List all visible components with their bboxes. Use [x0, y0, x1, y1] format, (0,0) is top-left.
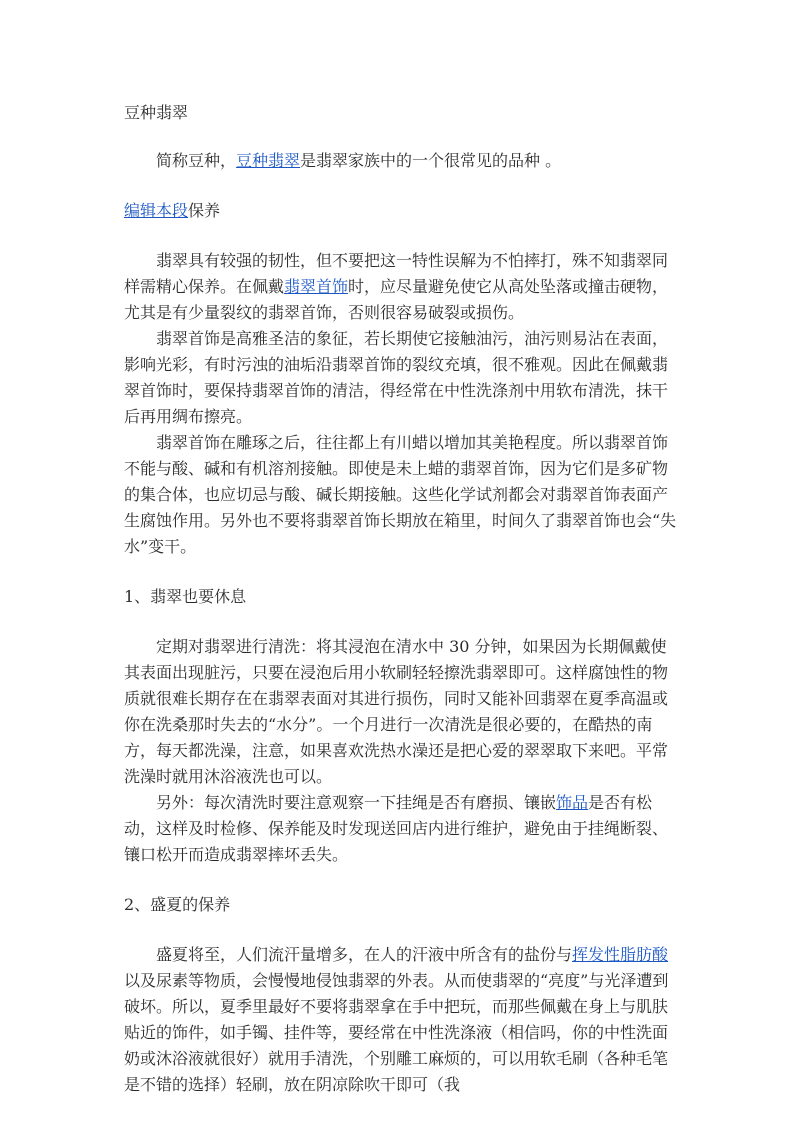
p5-text-after: 是否有松动，这样及时检修、保养能及时发现送回店内进行维护，避免由于挂绳断裂、镶口松开而造成翡翠摔坏丢失。	[124, 793, 669, 864]
paragraph-toughness	[124, 248, 680, 326]
intro-paragraph	[124, 148, 680, 174]
maintenance-heading-text: 保养	[188, 201, 221, 220]
paragraph-summer-care	[124, 942, 680, 1098]
p6-text-before: 盛夏将至，人们流汗量增多，在人的汗液中所含有的盐份与	[156, 945, 573, 964]
intro-text-before: 简称豆种，	[156, 151, 237, 170]
feicui-jewelry-link[interactable]: 翡翠首饰	[284, 277, 349, 296]
section1-heading: 1、翡翠也要休息	[124, 587, 247, 606]
p1-text-before: 翡翠具有较强的韧性，但不要把这一特性误解为不怕摔打，殊不知翡翠同样需精心保养。在佩戴	[124, 251, 669, 296]
section2-heading: 2、盛夏的保养	[124, 895, 231, 914]
paragraph-regular-cleaning: 定期对翡翠进行清洗：将其浸泡在清水中 30 分钟，如果因为长期佩戴使其表面出现脏污，只要在浸泡后用小软刷轻轻擦洗翡翠即可。这样腐蚀性的物质就很难长期存在在翡翠表面对其进行损伤，同时又能补回翡翠在夏季高温或你在洗桑那时失去的“水分”。一个月进行一次清洗是很必要的，在酷热的南方，每天都洗澡，注意，如果喜欢洗热水澡还是把心爱的翠翠取下来吧。平常洗澡时就用沐浴液洗也可以。	[124, 637, 669, 786]
p5-text-before: 另外：每次清洗时要注意观察一下挂绳是否有磨损、镶嵌	[156, 793, 557, 812]
volatile-fatty-acid-link[interactable]: 挥发性脂肪酸	[572, 945, 669, 964]
maintenance-heading	[124, 198, 680, 224]
paragraph-cleanliness: 翡翠首饰是高雅圣洁的象征，若长期使它接触油污，油污则易沾在表面，影响光彩，有时污浊的油垢沿翡翠首饰的裂纹充填，很不雅观。因此在佩戴翡翠首饰时，要保持翡翠首饰的清洁，得经常在中性洗涤剂中用软布清洗，抹干后再用绸布擦亮。	[124, 329, 669, 426]
edit-section-link[interactable]: 编辑本段	[124, 201, 189, 220]
p1-text-after: 时，应尽量避免使它从高处坠落或撞击硬物，尤其是有少量裂纹的翡翠首饰，否则很容易破裂或损伤。	[124, 277, 669, 322]
article-title: 豆种翡翠	[124, 103, 189, 122]
paragraph-wax: 翡翠首饰在雕琢之后，往往都上有川蜡以增加其美艳程度。所以翡翠首饰不能与酸、碱和有机溶剂接触。即使是未上蜡的翡翠首饰，因为它们是多矿物的集合体，也应切忌与酸、碱长期接触。这些化学试剂都会对翡翠首饰表面产生腐蚀作用。另外也不要将翡翠首饰长期放在箱里，时间久了翡翠首饰也会“失水”变干。	[124, 433, 677, 556]
jewelry-link[interactable]: 饰品	[556, 793, 589, 812]
paragraph-inspection	[124, 790, 680, 868]
article-body	[124, 100, 680, 1098]
douzhong-feicui-link[interactable]: 豆种翡翠	[236, 151, 301, 170]
p6-text-after: 以及尿素等物质，会慢慢地侵蚀翡翠的外表。从而使翡翠的“亮度”与光泽遭到破坏。所以，夏季里最好不要将翡翠拿在手中把玩，而那些佩戴在身上与肌肤贴近的饰件，如手镯、挂件等，要经常在中性洗涤液（相信吗，你的中性洗面奶或沐浴液就很好）就用手清洗，个别雕工麻烦的，可以用软毛刷（各种毛笔是不错的选择）轻刷，放在阴凉除吹干即可（我	[124, 971, 669, 1094]
intro-text-after: 是翡翠家族中的一个很常见的品种 。	[300, 151, 562, 170]
